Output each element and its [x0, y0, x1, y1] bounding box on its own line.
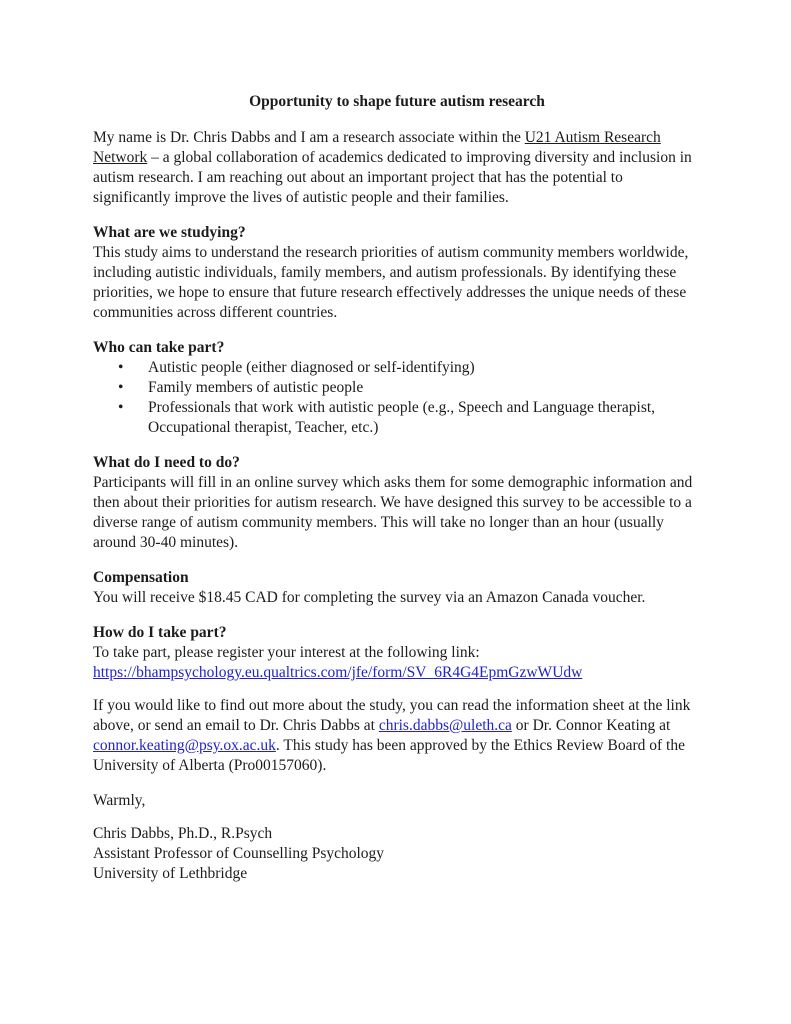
section-compensation [93, 568, 701, 608]
more-info-paragraph [93, 696, 701, 776]
letter-content [93, 92, 701, 884]
more-info-text-2: or Dr. Connor Keating at [511, 717, 671, 734]
section-what-are-we-studying [93, 223, 701, 323]
signature-name: Chris Dabbs, Ph.D., R.Psych [93, 825, 273, 842]
section-how-to-take-part [93, 623, 701, 683]
how-lead-text: To take part, please register your interest at the following link: [93, 644, 480, 661]
section-heading-compensation: Compensation [93, 569, 189, 586]
intro-text-after: – a global collaboration of academics dedicated to improving diversity and inclusion in autism research. I am reaching out about an important project that has the potential to significantly improve the lives of autistic people and their families. [93, 149, 692, 206]
section-heading-how: How do I take part? [93, 624, 227, 641]
section-heading-who: Who can take part? [93, 339, 225, 356]
closing-salutation: Warmly, [93, 792, 146, 809]
compensation-body: You will receive $18.45 CAD for completing the survey via an Amazon Canada voucher. [93, 589, 646, 606]
signature-block [93, 824, 701, 884]
email-link-chris-dabbs[interactable]: chris.dabbs@uleth.ca [378, 717, 512, 734]
eligibility-bullet-list [93, 358, 701, 438]
email-link-connor-keating[interactable]: connor.keating@psy.ox.ac.uk [93, 737, 276, 754]
studying-body: This study aims to understand the research priorities of autism community members worldwide, including autistic individuals, family members, and autism professionals. By identifying these priorities, we hope to ensure that future research effectively addresses the unique needs of these communities across different countries. [93, 244, 689, 321]
survey-link-line [93, 663, 701, 683]
page-title: Opportunity to shape future autism research [249, 93, 545, 110]
section-who-can-take-part [93, 338, 701, 438]
signature-title: Assistant Professor of Counselling Psychology [93, 845, 385, 862]
need-body: Participants will fill in an online survey which asks them for some demographic information and then about their priorities for autism research. We have designed this survey to be accessible to a diverse range of autism community members. This will take no longer than an hour (usually around 30-40 minutes). [93, 474, 693, 551]
intro-text-before: My name is Dr. Chris Dabbs and I am a research associate within the [93, 129, 525, 146]
section-heading-studying: What are we studying? [93, 224, 246, 241]
intro-paragraph [93, 128, 701, 208]
more-info-text-1: If you would like to find out more about the study, you can read the information sheet at the link above, or send an email to Dr. Chris Dabbs at [93, 697, 691, 734]
list-item: • Autistic people (either diagnosed or self-identifying) [148, 358, 701, 378]
list-item: • Family members of autistic people [148, 378, 701, 398]
survey-registration-link[interactable]: https://bhampsychology.eu.qualtrics.com/jfe/form/SV_6R4G4EpmGzwWUdw [93, 664, 583, 681]
signature-institution: University of Lethbridge [93, 865, 248, 882]
section-heading-need: What do I need to do? [93, 454, 240, 471]
list-item: • Professionals that work with autistic people (e.g., Speech and Language therapist, Occupational therapist, Teacher, etc.) [148, 398, 701, 438]
u21-network-underlined-text: U21 Autism Research Network [93, 129, 661, 166]
section-what-do-i-need [93, 453, 701, 553]
more-info-text-3: . This study has been approved by the Ethics Review Board of the University of Alberta (Pro00157060). [93, 737, 685, 774]
